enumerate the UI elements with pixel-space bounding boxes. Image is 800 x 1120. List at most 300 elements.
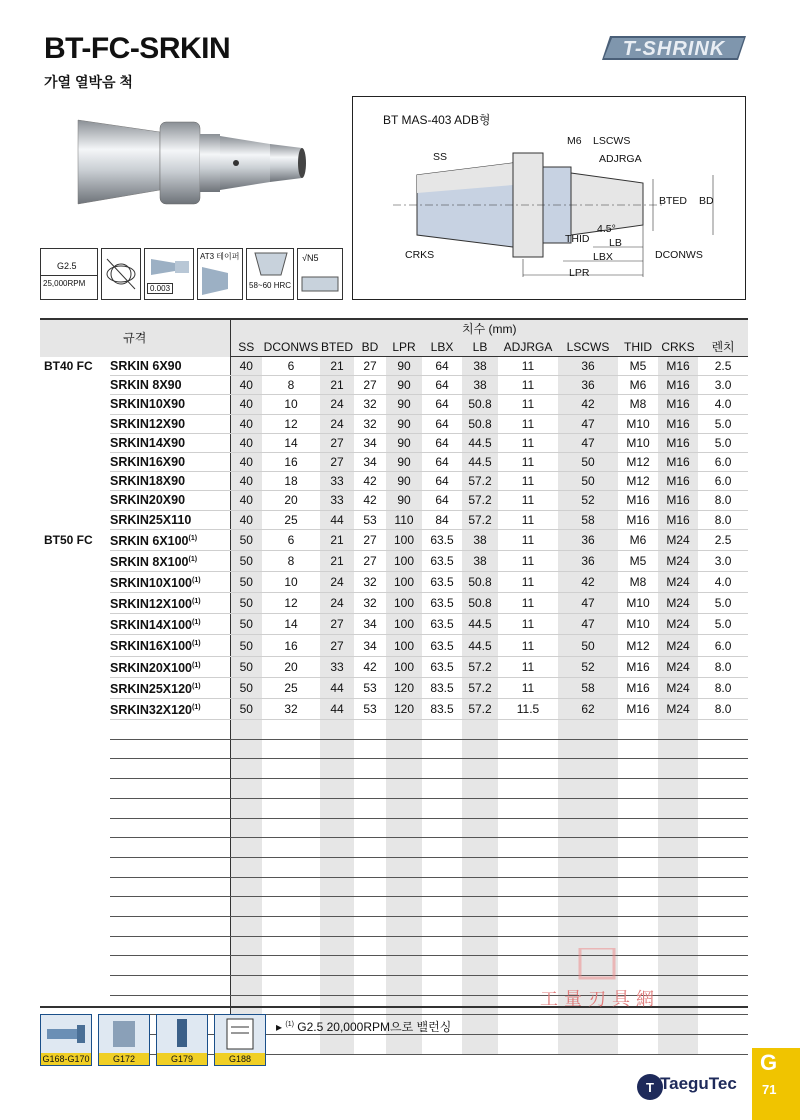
value-cell: 8 — [262, 550, 320, 571]
value-cell: 63.5 — [422, 614, 462, 635]
balance-icon — [101, 248, 141, 300]
designation-cell: SRKIN 6X100$^{(1)}$ — [110, 529, 230, 550]
value-cell: 27 — [354, 376, 386, 395]
value-cell: 90 — [386, 395, 422, 414]
ref-manual[interactable] — [214, 1014, 266, 1066]
value-cell: 57.2 — [462, 656, 498, 677]
pull-stud-icon — [41, 1015, 91, 1053]
value-cell: 44.5 — [462, 614, 498, 635]
value-cell: 16 — [262, 635, 320, 656]
group-label — [40, 414, 110, 433]
note-marker: (1) — [192, 598, 201, 606]
value-cell: 27 — [354, 529, 386, 550]
value-cell: 32 — [354, 414, 386, 433]
value-cell: 33 — [320, 472, 354, 491]
value-cell: M24 — [658, 698, 698, 719]
column-header: THID — [618, 338, 658, 357]
value-cell: M16 — [658, 357, 698, 376]
group-label — [40, 452, 110, 471]
page-title: BT-FC-SRKIN — [44, 32, 231, 65]
table-row — [40, 357, 748, 376]
value-cell: 11 — [498, 614, 558, 635]
ref-collet[interactable] — [98, 1014, 150, 1066]
group-label — [40, 698, 110, 719]
value-cell: M16 — [618, 677, 658, 698]
designation-cell: SRKIN25X110 — [110, 510, 230, 529]
footnote-arrow-icon: ▸ — [276, 1020, 283, 1034]
group-label — [40, 572, 110, 593]
designation-cell: SRKIN 8X100$^{(1)}$ — [110, 550, 230, 571]
value-cell: 40 — [230, 452, 262, 471]
table-row — [40, 491, 748, 510]
value-cell: 42 — [558, 572, 618, 593]
technical-drawing — [352, 96, 746, 300]
table-row — [40, 376, 748, 395]
value-cell: 90 — [386, 414, 422, 433]
spec-icon-row — [40, 248, 345, 302]
value-cell: M12 — [618, 635, 658, 656]
table-row — [40, 510, 748, 529]
reference-links — [40, 1014, 266, 1066]
value-cell: 3.0 — [698, 550, 748, 571]
footnote-text: G2.5 20,000RPM으로 밸런싱 — [293, 1020, 452, 1034]
value-cell: 27 — [320, 635, 354, 656]
note-marker: (1) — [192, 619, 201, 627]
brand-text: T-SHRINK — [622, 38, 726, 60]
column-header: SS — [230, 338, 262, 357]
value-cell: 53 — [354, 677, 386, 698]
drawing-title: BT MAS-403 ADB형 — [383, 113, 491, 127]
value-cell: 50 — [230, 572, 262, 593]
value-cell: 36 — [558, 550, 618, 571]
value-cell: M8 — [618, 572, 658, 593]
designation-cell: SRKIN14X90 — [110, 433, 230, 452]
dimensions-header: 치수 (mm) — [230, 319, 748, 338]
empty-row — [40, 818, 748, 838]
value-cell: 52 — [558, 491, 618, 510]
value-cell: 50 — [230, 698, 262, 719]
value-cell: 57.2 — [462, 510, 498, 529]
value-cell: 21 — [320, 357, 354, 376]
value-cell: 100 — [386, 550, 422, 571]
value-cell: 50 — [558, 472, 618, 491]
value-cell: M16 — [658, 414, 698, 433]
value-cell: 8.0 — [698, 510, 748, 529]
table-row — [40, 677, 748, 698]
value-cell: 20 — [262, 491, 320, 510]
value-cell: 100 — [386, 656, 422, 677]
value-cell: 63.5 — [422, 593, 462, 614]
value-cell: 50 — [558, 452, 618, 471]
note-marker: (1) — [192, 682, 201, 690]
value-cell: 11 — [498, 635, 558, 656]
group-label: BT50 FC — [44, 532, 93, 547]
group-label — [40, 433, 110, 452]
value-cell: 64 — [422, 357, 462, 376]
value-cell: 40 — [230, 414, 262, 433]
surface-label: √N5 — [302, 253, 319, 263]
value-cell: 32 — [354, 572, 386, 593]
value-cell: M24 — [658, 635, 698, 656]
value-cell: 32 — [354, 593, 386, 614]
value-cell: 8.0 — [698, 491, 748, 510]
group-label — [40, 472, 110, 491]
value-cell: 33 — [320, 491, 354, 510]
company-name: TaeguTec — [660, 1074, 737, 1093]
collet-icon — [99, 1015, 149, 1053]
dim-thid: THID — [565, 233, 590, 245]
value-cell: 100 — [386, 572, 422, 593]
value-cell: 12 — [262, 593, 320, 614]
value-cell: 90 — [386, 491, 422, 510]
t-shrink-logo — [600, 32, 748, 64]
value-cell: 21 — [320, 529, 354, 550]
value-cell: 11 — [498, 414, 558, 433]
ref-page: G172 — [99, 1053, 149, 1065]
value-cell: 50 — [230, 529, 262, 550]
value-cell: 5.0 — [698, 614, 748, 635]
value-cell: M16 — [618, 491, 658, 510]
value-cell: 57.2 — [462, 472, 498, 491]
ref-page: G168-G170 — [42, 1054, 90, 1064]
note-marker: (1) — [192, 577, 201, 584]
value-cell: 58 — [558, 677, 618, 698]
designation-cell: SRKIN32X120$^{(1)}$ — [110, 698, 230, 719]
runout-spec — [144, 248, 194, 300]
value-cell: 34 — [354, 433, 386, 452]
value-cell: 24 — [320, 395, 354, 414]
value-cell: 63.5 — [422, 572, 462, 593]
balance-label: G2.5 — [57, 261, 77, 271]
designation-cell: SRKIN20X90 — [110, 491, 230, 510]
empty-row — [40, 838, 748, 858]
value-cell: 47 — [558, 593, 618, 614]
value-cell: 11 — [498, 550, 558, 571]
value-cell: 64 — [422, 472, 462, 491]
value-cell: 40 — [230, 357, 262, 376]
dim-lb: LB — [609, 237, 622, 249]
value-cell: 8.0 — [698, 698, 748, 719]
value-cell: M12 — [618, 452, 658, 471]
value-cell: 11 — [498, 510, 558, 529]
value-cell: 63.5 — [422, 529, 462, 550]
group-label — [40, 395, 110, 414]
dim-ss: SS — [433, 151, 448, 163]
value-cell: 11 — [498, 395, 558, 414]
value-cell: 38 — [462, 550, 498, 571]
value-cell: 50 — [558, 635, 618, 656]
value-cell: 64 — [422, 433, 462, 452]
value-cell: 90 — [386, 433, 422, 452]
value-cell: 2.5 — [698, 529, 748, 550]
value-cell: 100 — [386, 529, 422, 550]
dim-bd: BD — [699, 195, 714, 207]
designation-cell: SRKIN14X100$^{(1)}$ — [110, 614, 230, 635]
dim-adjrga: ADJRGA — [599, 153, 642, 165]
value-cell: 34 — [354, 452, 386, 471]
group-label: BT40 FC — [44, 359, 93, 374]
table-row — [40, 452, 748, 471]
value-cell: 50.8 — [462, 414, 498, 433]
wrench-icon — [157, 1015, 207, 1053]
runout-value: 0.003 — [147, 283, 173, 294]
value-cell: 24 — [320, 572, 354, 593]
group-label — [40, 593, 110, 614]
value-cell: 50.8 — [462, 395, 498, 414]
value-cell: M8 — [618, 395, 658, 414]
group-label — [40, 510, 110, 529]
value-cell: 44.5 — [462, 635, 498, 656]
value-cell: 27 — [320, 433, 354, 452]
value-cell: 34 — [354, 635, 386, 656]
value-cell: 11 — [498, 656, 558, 677]
value-cell: 27 — [354, 550, 386, 571]
column-header: LSCWS — [558, 338, 618, 357]
value-cell: 10 — [262, 395, 320, 414]
column-header: ADJRGA — [498, 338, 558, 357]
column-header: BTED — [320, 338, 354, 357]
designation-cell: SRKIN12X100$^{(1)}$ — [110, 593, 230, 614]
value-cell: 6.0 — [698, 635, 748, 656]
value-cell: 50 — [230, 593, 262, 614]
value-cell: 90 — [386, 357, 422, 376]
ref-pull-stud[interactable] — [40, 1014, 92, 1066]
value-cell: 6 — [262, 529, 320, 550]
dim-dconws: DCONWS — [655, 249, 703, 261]
column-header: LPR — [386, 338, 422, 357]
value-cell: 42 — [354, 656, 386, 677]
hardness-spec — [246, 248, 294, 300]
value-cell: 4.0 — [698, 395, 748, 414]
empty-row — [40, 779, 748, 799]
value-cell: 47 — [558, 614, 618, 635]
designation-cell: SRKIN20X100$^{(1)}$ — [110, 656, 230, 677]
table-row — [40, 572, 748, 593]
table-row — [40, 614, 748, 635]
value-cell: M24 — [658, 656, 698, 677]
value-cell: M24 — [658, 572, 698, 593]
value-cell: 11 — [498, 593, 558, 614]
value-cell: 50 — [230, 550, 262, 571]
value-cell: 6 — [262, 357, 320, 376]
value-cell: 27 — [320, 614, 354, 635]
value-cell: 64 — [422, 491, 462, 510]
designation-cell: SRKIN12X90 — [110, 414, 230, 433]
value-cell: 21 — [320, 550, 354, 571]
column-header: LB — [462, 338, 498, 357]
table-row — [40, 472, 748, 491]
value-cell: 42 — [558, 395, 618, 414]
value-cell: 11.5 — [498, 698, 558, 719]
dim-crks: CRKS — [405, 249, 435, 261]
value-cell: M16 — [618, 656, 658, 677]
value-cell: M10 — [618, 433, 658, 452]
value-cell: 52 — [558, 656, 618, 677]
value-cell: 120 — [386, 677, 422, 698]
value-cell: M16 — [658, 472, 698, 491]
column-header: LBX — [422, 338, 462, 357]
value-cell: 5.0 — [698, 414, 748, 433]
value-cell: 11 — [498, 677, 558, 698]
table-row — [40, 433, 748, 452]
empty-row — [40, 916, 748, 936]
value-cell: 11 — [498, 529, 558, 550]
value-cell: 3.0 — [698, 376, 748, 395]
value-cell: 83.5 — [422, 698, 462, 719]
group-label — [40, 550, 110, 571]
value-cell: 64 — [422, 452, 462, 471]
value-cell: 8.0 — [698, 656, 748, 677]
empty-row — [40, 857, 748, 877]
column-header: CRKS — [658, 338, 698, 357]
value-cell: M16 — [618, 510, 658, 529]
value-cell: 84 — [422, 510, 462, 529]
value-cell: 50 — [230, 614, 262, 635]
table-row — [40, 656, 748, 677]
value-cell: M5 — [618, 357, 658, 376]
designation-cell: SRKIN25X120$^{(1)}$ — [110, 677, 230, 698]
value-cell: 63.5 — [422, 550, 462, 571]
value-cell: 11 — [498, 357, 558, 376]
value-cell: 44 — [320, 677, 354, 698]
value-cell: 90 — [386, 452, 422, 471]
table-row — [40, 414, 748, 433]
empty-row — [40, 897, 748, 917]
column-header: 렌치 — [698, 338, 748, 357]
table-row — [40, 529, 748, 550]
value-cell: M16 — [658, 491, 698, 510]
value-cell: 36 — [558, 376, 618, 395]
table-row — [40, 593, 748, 614]
footnote — [276, 1018, 451, 1035]
value-cell: 6.0 — [698, 472, 748, 491]
value-cell: 42 — [354, 491, 386, 510]
value-cell: 44.5 — [462, 452, 498, 471]
value-cell: 38 — [462, 529, 498, 550]
ref-wrench[interactable] — [156, 1014, 208, 1066]
value-cell: 12 — [262, 414, 320, 433]
value-cell: 120 — [386, 698, 422, 719]
value-cell: M16 — [658, 376, 698, 395]
value-cell: M16 — [618, 698, 658, 719]
rpm-label: 25,000RPM — [43, 279, 86, 288]
page-number: 71 — [762, 1082, 777, 1097]
group-label — [40, 491, 110, 510]
value-cell: 50 — [230, 635, 262, 656]
empty-row — [40, 759, 748, 779]
value-cell: M12 — [618, 472, 658, 491]
value-cell: 64 — [422, 376, 462, 395]
table-row — [40, 635, 748, 656]
value-cell: 21 — [320, 376, 354, 395]
value-cell: 57.2 — [462, 698, 498, 719]
value-cell: 50 — [230, 656, 262, 677]
table-row — [40, 550, 748, 571]
value-cell: 6.0 — [698, 452, 748, 471]
value-cell: 83.5 — [422, 677, 462, 698]
value-cell: M16 — [658, 510, 698, 529]
page-subtitle: 가열 열박음 척 — [44, 74, 133, 90]
value-cell: 27 — [320, 452, 354, 471]
value-cell: M10 — [618, 614, 658, 635]
value-cell: M16 — [658, 452, 698, 471]
value-cell: 38 — [462, 357, 498, 376]
value-cell: 10 — [262, 572, 320, 593]
value-cell: M24 — [658, 677, 698, 698]
value-cell: 53 — [354, 510, 386, 529]
value-cell: 100 — [386, 635, 422, 656]
note-marker: (1) — [192, 640, 201, 648]
value-cell: 58 — [558, 510, 618, 529]
designation-header: 규격 — [40, 319, 230, 357]
hardness-label: 58~60 HRC — [249, 281, 292, 290]
value-cell: 11 — [498, 433, 558, 452]
designation-cell: SRKIN10X100$^{(1)}$ — [110, 572, 230, 593]
value-cell: 27 — [354, 357, 386, 376]
designation-cell: SRKIN10X90 — [110, 395, 230, 414]
value-cell: 18 — [262, 472, 320, 491]
value-cell: 5.0 — [698, 593, 748, 614]
designation-cell: SRKIN 8X90 — [110, 376, 230, 395]
value-cell: 53 — [354, 698, 386, 719]
designation-cell: SRKIN18X90 — [110, 472, 230, 491]
note-marker: (1) — [188, 555, 198, 563]
value-cell: M16 — [658, 395, 698, 414]
value-cell: 40 — [230, 376, 262, 395]
value-cell: M24 — [658, 614, 698, 635]
ref-page: G188 — [215, 1053, 265, 1065]
value-cell: 50 — [230, 677, 262, 698]
designation-cell: SRKIN16X100$^{(1)}$ — [110, 635, 230, 656]
product-photo — [40, 92, 340, 242]
value-cell: 47 — [558, 414, 618, 433]
value-cell: 100 — [386, 593, 422, 614]
value-cell: 64 — [422, 414, 462, 433]
dim-m6: M6 — [567, 135, 582, 147]
dim-bted: BTED — [659, 195, 688, 207]
value-cell: 36 — [558, 529, 618, 550]
value-cell: M16 — [658, 433, 698, 452]
note-marker: (1) — [188, 534, 198, 542]
value-cell: 11 — [498, 472, 558, 491]
value-cell: 14 — [262, 433, 320, 452]
value-cell: 100 — [386, 614, 422, 635]
value-cell: 34 — [354, 614, 386, 635]
value-cell: 32 — [262, 698, 320, 719]
value-cell: 33 — [320, 656, 354, 677]
value-cell: 62 — [558, 698, 618, 719]
group-label — [40, 677, 110, 698]
empty-row — [40, 739, 748, 759]
value-cell: 90 — [386, 472, 422, 491]
table-row — [40, 698, 748, 719]
empty-row — [40, 877, 748, 897]
dim-lpr: LPR — [569, 267, 590, 279]
dim-lscws: LSCWS — [593, 135, 631, 147]
value-cell: 57.2 — [462, 491, 498, 510]
group-label — [40, 614, 110, 635]
value-cell: 8 — [262, 376, 320, 395]
manual-icon — [215, 1015, 265, 1053]
value-cell: 57.2 — [462, 677, 498, 698]
watermark-text: 工量刃具網 — [540, 989, 660, 1009]
spec-table — [40, 318, 748, 1055]
value-cell: 47 — [558, 433, 618, 452]
taper-spec — [197, 248, 243, 300]
note-marker: (1) — [192, 703, 201, 711]
value-cell: 32 — [354, 395, 386, 414]
value-cell: 11 — [498, 491, 558, 510]
